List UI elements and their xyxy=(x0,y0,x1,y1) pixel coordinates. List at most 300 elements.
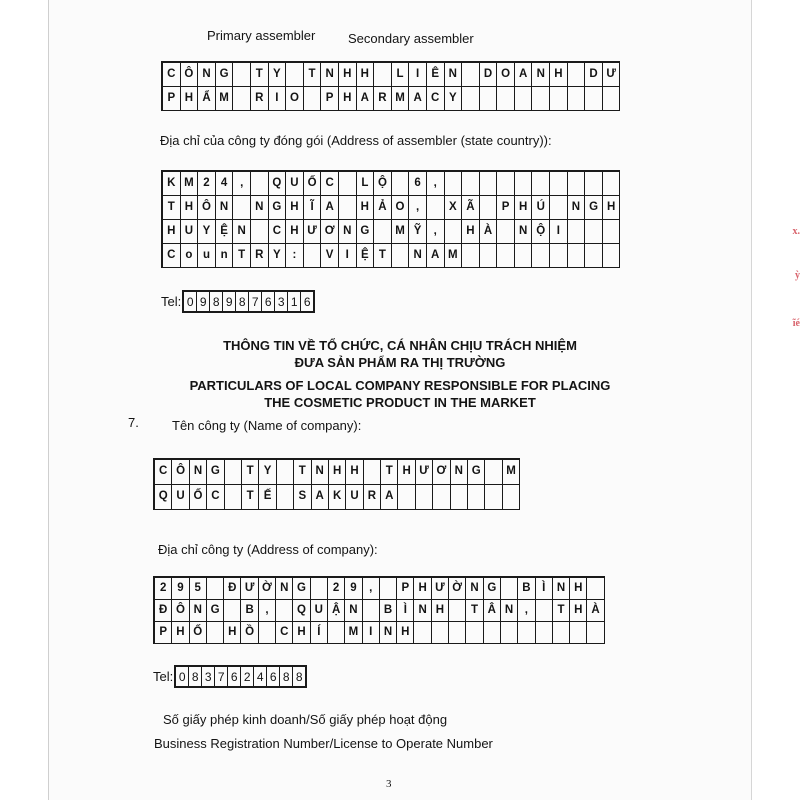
tel-digit-box: 9 xyxy=(197,292,210,311)
char-box: I xyxy=(550,220,568,244)
char-box: Ố xyxy=(304,172,322,196)
char-box xyxy=(515,87,533,111)
char-box xyxy=(550,196,568,220)
char-box: H xyxy=(293,622,310,644)
char-box: A xyxy=(381,485,398,510)
char-box: H xyxy=(163,220,181,244)
char-box xyxy=(233,63,251,87)
char-box: O xyxy=(392,196,410,220)
char-box xyxy=(445,172,463,196)
char-box: Ư xyxy=(603,63,621,87)
secondary-assembler-label: Secondary assembler xyxy=(348,31,474,46)
tel-digit-box: 4 xyxy=(254,667,267,686)
tel-digit-box: 0 xyxy=(184,292,197,311)
char-box xyxy=(484,622,501,644)
char-box: H xyxy=(570,578,587,600)
char-box: M xyxy=(392,87,410,111)
char-box: Ô xyxy=(172,460,189,485)
license-label-vi: Số giấy phép kinh doanh/Số giấy phép hoạt động xyxy=(163,712,448,727)
char-box: I xyxy=(269,87,287,111)
char-box: N xyxy=(466,578,483,600)
tel-label: Tel: xyxy=(153,669,174,684)
char-box: K xyxy=(163,172,181,196)
char-box: L xyxy=(357,172,375,196)
char-box: D xyxy=(585,63,603,87)
char-box xyxy=(585,172,603,196)
char-box: D xyxy=(480,63,498,87)
char-box xyxy=(398,485,415,510)
char-box: T xyxy=(466,600,483,622)
char-box xyxy=(286,63,304,87)
char-box: 2 xyxy=(328,578,345,600)
char-box: R xyxy=(251,87,269,111)
char-box xyxy=(449,622,466,644)
char-box: C xyxy=(207,485,224,510)
section-title-vi-line1: THÔNG TIN VỀ TỔ CHỨC, CÁ NHÂN CHỊU TRÁCH NHIỆM xyxy=(223,338,577,353)
char-box xyxy=(536,622,553,644)
char-box xyxy=(416,485,433,510)
char-box: T xyxy=(374,244,392,268)
char-box xyxy=(497,87,515,111)
char-box xyxy=(585,220,603,244)
char-box: U xyxy=(346,485,363,510)
char-box: G xyxy=(216,63,234,87)
char-box xyxy=(480,87,498,111)
company-name-grid xyxy=(153,458,520,510)
char-box xyxy=(432,622,449,644)
char-box: M xyxy=(392,220,410,244)
char-box: H xyxy=(286,196,304,220)
char-box: H xyxy=(346,460,363,485)
char-box: A xyxy=(321,196,339,220)
char-box xyxy=(427,196,445,220)
char-box: À xyxy=(587,600,604,622)
char-box: X xyxy=(445,196,463,220)
tel-digit-box: 6 xyxy=(303,294,311,309)
char-box: T xyxy=(233,244,251,268)
company-address-grid xyxy=(153,576,605,644)
char-box xyxy=(392,172,410,196)
char-box: I xyxy=(363,622,380,644)
char-box: H xyxy=(397,622,414,644)
char-box: Ệ xyxy=(357,244,375,268)
char-box: O xyxy=(497,63,515,87)
char-box: H xyxy=(550,63,568,87)
char-box: G xyxy=(468,460,485,485)
char-box xyxy=(462,244,480,268)
char-box: Ộ xyxy=(532,220,550,244)
char-box: H xyxy=(339,87,357,111)
char-box: À xyxy=(480,220,498,244)
char-box xyxy=(276,600,293,622)
char-box: H xyxy=(515,196,533,220)
char-box: C xyxy=(269,220,287,244)
char-box: 6 xyxy=(409,172,427,196)
char-box: H xyxy=(570,600,587,622)
char-box: Í xyxy=(311,622,328,644)
char-box: T xyxy=(381,460,398,485)
char-box: C xyxy=(276,622,293,644)
char-box: N xyxy=(190,460,207,485)
char-box xyxy=(277,485,294,510)
char-box xyxy=(603,220,621,244)
char-box xyxy=(587,578,604,600)
char-box xyxy=(462,63,480,87)
char-box xyxy=(233,196,251,220)
char-box: N xyxy=(515,220,533,244)
company-name-label: Tên công ty (Name of company): xyxy=(172,418,362,433)
char-box: C xyxy=(321,172,339,196)
char-box xyxy=(311,578,328,600)
char-box: N xyxy=(532,63,550,87)
char-box: Q xyxy=(155,485,172,510)
char-box xyxy=(339,172,357,196)
char-box: H xyxy=(462,220,480,244)
char-box: o xyxy=(181,244,199,268)
char-box: P xyxy=(497,196,515,220)
tel-digit-box: 1 xyxy=(288,292,301,311)
char-box: M xyxy=(216,87,234,111)
char-box: 2 xyxy=(155,578,172,600)
char-box: Y xyxy=(269,63,287,87)
char-box xyxy=(233,87,251,111)
primary-assembler-label: Primary assembler xyxy=(207,28,316,43)
char-box: G xyxy=(293,578,310,600)
char-box xyxy=(364,460,381,485)
char-box xyxy=(568,244,586,268)
char-box: u xyxy=(198,244,216,268)
char-box: T xyxy=(304,63,322,87)
char-box: N xyxy=(312,460,329,485)
assembler-tel-field xyxy=(161,290,315,313)
char-box: , xyxy=(233,172,251,196)
char-box: T xyxy=(294,460,311,485)
char-box: Ờ xyxy=(259,578,276,600)
char-box: N xyxy=(409,244,427,268)
char-box: U xyxy=(172,485,189,510)
char-box: H xyxy=(357,196,375,220)
char-box: , xyxy=(518,600,535,622)
char-box: Ì xyxy=(397,600,414,622)
char-box xyxy=(392,244,410,268)
char-box xyxy=(503,485,520,510)
tel-digit-box: 7 xyxy=(215,667,228,686)
char-box: 9 xyxy=(172,578,189,600)
char-box: Q xyxy=(269,172,287,196)
char-box: R xyxy=(251,244,269,268)
char-box: C xyxy=(163,63,181,87)
tel-digit-box: 8 xyxy=(295,669,303,684)
char-box: H xyxy=(398,460,415,485)
company-tel-boxes xyxy=(174,665,307,688)
char-box xyxy=(224,600,241,622)
char-box xyxy=(374,63,392,87)
char-box: N xyxy=(251,196,269,220)
char-box: T xyxy=(242,485,259,510)
stamp-fragment-1: x. xyxy=(792,226,800,237)
char-box xyxy=(480,244,498,268)
char-box: 2 xyxy=(198,172,216,196)
char-box xyxy=(433,485,450,510)
char-box: Ả xyxy=(374,196,392,220)
char-box: Ú xyxy=(532,196,550,220)
char-box: H xyxy=(432,600,449,622)
tel-digit-box: 3 xyxy=(202,667,215,686)
char-box xyxy=(485,485,502,510)
tel-digit-box: 6 xyxy=(262,292,275,311)
char-box: n xyxy=(216,244,234,268)
tel-digit-box: 3 xyxy=(275,292,288,311)
char-box: U xyxy=(311,600,328,622)
char-box xyxy=(462,87,480,111)
assembler-address-grid xyxy=(161,170,620,268)
item-number: 7. xyxy=(128,415,139,430)
char-box xyxy=(585,87,603,111)
char-box: N xyxy=(190,600,207,622)
char-box: Ư xyxy=(432,578,449,600)
char-box: H xyxy=(603,196,621,220)
char-box xyxy=(466,622,483,644)
char-box: N xyxy=(276,578,293,600)
char-box: N xyxy=(501,600,518,622)
char-box: N xyxy=(233,220,251,244)
char-box xyxy=(414,622,431,644)
char-box: 9 xyxy=(345,578,362,600)
char-box xyxy=(462,172,480,196)
char-box: Ô xyxy=(172,600,189,622)
char-box: Ẩ xyxy=(198,87,216,111)
char-box: Y xyxy=(445,87,463,111)
tel-digit-box: 0 xyxy=(176,667,189,686)
char-box xyxy=(380,578,397,600)
char-box: Ồ xyxy=(241,622,258,644)
tel-digit-box: 2 xyxy=(241,667,254,686)
char-box xyxy=(568,172,586,196)
char-box: Ỹ xyxy=(409,220,427,244)
char-box: Y xyxy=(198,220,216,244)
char-box: H xyxy=(414,578,431,600)
char-box: A xyxy=(357,87,375,111)
char-box: C xyxy=(163,244,181,268)
char-box xyxy=(374,220,392,244)
char-box xyxy=(532,172,550,196)
char-box: 4 xyxy=(216,172,234,196)
char-box: Đ xyxy=(224,578,241,600)
char-box: N xyxy=(568,196,586,220)
char-box xyxy=(515,244,533,268)
char-box: S xyxy=(294,485,311,510)
char-box: U xyxy=(286,172,304,196)
char-box: Ờ xyxy=(449,578,466,600)
char-box: G xyxy=(207,460,224,485)
section-title-en-line1: PARTICULARS OF LOCAL COMPANY RESPONSIBLE FOR PLACING xyxy=(189,378,611,393)
char-box: Đ xyxy=(155,600,172,622)
char-box: I xyxy=(409,63,427,87)
char-box xyxy=(497,244,515,268)
char-box: , xyxy=(427,220,445,244)
char-box: N xyxy=(553,578,570,600)
char-box xyxy=(568,220,586,244)
char-box: , xyxy=(427,172,445,196)
tel-digit-box: 8 xyxy=(210,292,223,311)
char-box: T xyxy=(553,600,570,622)
char-box: T xyxy=(242,460,259,485)
char-box: N xyxy=(198,63,216,87)
char-box: M xyxy=(503,460,520,485)
char-box: B xyxy=(380,600,397,622)
company-address-label: Địa chỉ công ty (Address of company): xyxy=(158,542,378,557)
char-box: Y xyxy=(269,244,287,268)
char-box: Y xyxy=(259,460,276,485)
char-box: M xyxy=(345,622,362,644)
char-box: Ế xyxy=(259,485,276,510)
char-box xyxy=(532,244,550,268)
char-box: Ê xyxy=(427,63,445,87)
char-box: R xyxy=(364,485,381,510)
char-box xyxy=(207,578,224,600)
char-box xyxy=(550,87,568,111)
char-box: Ư xyxy=(241,578,258,600)
char-box xyxy=(449,600,466,622)
char-box: H xyxy=(224,622,241,644)
char-box xyxy=(363,600,380,622)
license-label-en: Business Registration Number/License to Operate Number xyxy=(154,736,493,751)
section-title-vi-line2: ĐƯA SẢN PHẨM RA THỊ TRƯỜNG xyxy=(294,355,506,370)
char-box: Ư xyxy=(304,220,322,244)
char-box xyxy=(225,485,242,510)
char-box xyxy=(532,87,550,111)
char-box xyxy=(501,578,518,600)
stamp-fragment-3: ĩé xyxy=(792,318,800,329)
char-box xyxy=(515,172,533,196)
char-box xyxy=(207,622,224,644)
char-box xyxy=(451,485,468,510)
char-box: U xyxy=(181,220,199,244)
stamp-fragment-2: ỳ xyxy=(795,270,800,281)
char-box xyxy=(497,220,515,244)
char-box: K xyxy=(329,485,346,510)
char-box: I xyxy=(339,244,357,268)
char-box: N xyxy=(345,600,362,622)
tel-digit-box: 8 xyxy=(189,667,202,686)
char-box: P xyxy=(397,578,414,600)
tel-digit-box: 8 xyxy=(236,292,249,311)
assembler-tel-boxes xyxy=(182,290,315,313)
char-box xyxy=(480,172,498,196)
char-box xyxy=(603,244,621,268)
char-box xyxy=(468,485,485,510)
char-box: N xyxy=(321,63,339,87)
char-box: Ố xyxy=(190,622,207,644)
char-box: P xyxy=(321,87,339,111)
char-box xyxy=(339,196,357,220)
char-box: A xyxy=(515,63,533,87)
assembler-address-label: Địa chỉ của công ty đóng gói (Address of assembler (state country)): xyxy=(160,133,552,148)
assembler-name-grid xyxy=(161,61,620,111)
char-box: O xyxy=(286,87,304,111)
char-box xyxy=(501,622,518,644)
char-box: , xyxy=(409,196,427,220)
char-box xyxy=(550,172,568,196)
char-box: Â xyxy=(484,600,501,622)
char-box: H xyxy=(339,63,357,87)
char-box xyxy=(485,460,502,485)
char-box: C xyxy=(155,460,172,485)
char-box: N xyxy=(216,196,234,220)
char-box: H xyxy=(181,87,199,111)
char-box: A xyxy=(409,87,427,111)
char-box xyxy=(553,622,570,644)
char-box: P xyxy=(155,622,172,644)
char-box: L xyxy=(392,63,410,87)
page-number: 3 xyxy=(386,778,392,790)
char-box xyxy=(304,87,322,111)
char-box: G xyxy=(207,600,224,622)
char-box xyxy=(251,172,269,196)
char-box: Ơ xyxy=(433,460,450,485)
char-box: G xyxy=(357,220,375,244)
char-box: N xyxy=(380,622,397,644)
char-box: H xyxy=(181,196,199,220)
char-box xyxy=(568,63,586,87)
char-box: H xyxy=(286,220,304,244)
char-box xyxy=(585,244,603,268)
char-box: Q xyxy=(293,600,310,622)
char-box: T xyxy=(163,196,181,220)
char-box: H xyxy=(172,622,189,644)
char-box: G xyxy=(484,578,501,600)
char-box xyxy=(568,87,586,111)
char-box: N xyxy=(414,600,431,622)
char-box: Ố xyxy=(190,485,207,510)
tel-digit-box: 7 xyxy=(249,292,262,311)
tel-digit-box: 6 xyxy=(228,667,241,686)
char-box: H xyxy=(329,460,346,485)
char-box xyxy=(570,622,587,644)
char-box: G xyxy=(269,196,287,220)
tel-digit-box: 9 xyxy=(223,292,236,311)
char-box: M xyxy=(445,244,463,268)
char-box xyxy=(328,622,345,644)
char-box xyxy=(259,622,276,644)
char-box: C xyxy=(427,87,445,111)
char-box: T xyxy=(251,63,269,87)
char-box: Ĩ xyxy=(304,196,322,220)
company-tel-field xyxy=(153,665,307,688)
char-box xyxy=(480,196,498,220)
char-box xyxy=(518,622,535,644)
char-box: Ô xyxy=(198,196,216,220)
char-box: 5 xyxy=(190,578,207,600)
char-box: Ệ xyxy=(216,220,234,244)
char-box: , xyxy=(363,578,380,600)
char-box: Ô xyxy=(181,63,199,87)
tel-digit-box: 6 xyxy=(267,667,280,686)
char-box: B xyxy=(241,600,258,622)
char-box: Ộ xyxy=(374,172,392,196)
char-box xyxy=(587,622,604,644)
tel-label: Tel: xyxy=(161,294,182,309)
char-box: : xyxy=(286,244,304,268)
char-box: A xyxy=(427,244,445,268)
char-box: B xyxy=(518,578,535,600)
char-box xyxy=(536,600,553,622)
char-box: , xyxy=(259,600,276,622)
char-box: N xyxy=(445,63,463,87)
char-box: V xyxy=(321,244,339,268)
char-box xyxy=(603,87,621,111)
char-box: Ư xyxy=(416,460,433,485)
